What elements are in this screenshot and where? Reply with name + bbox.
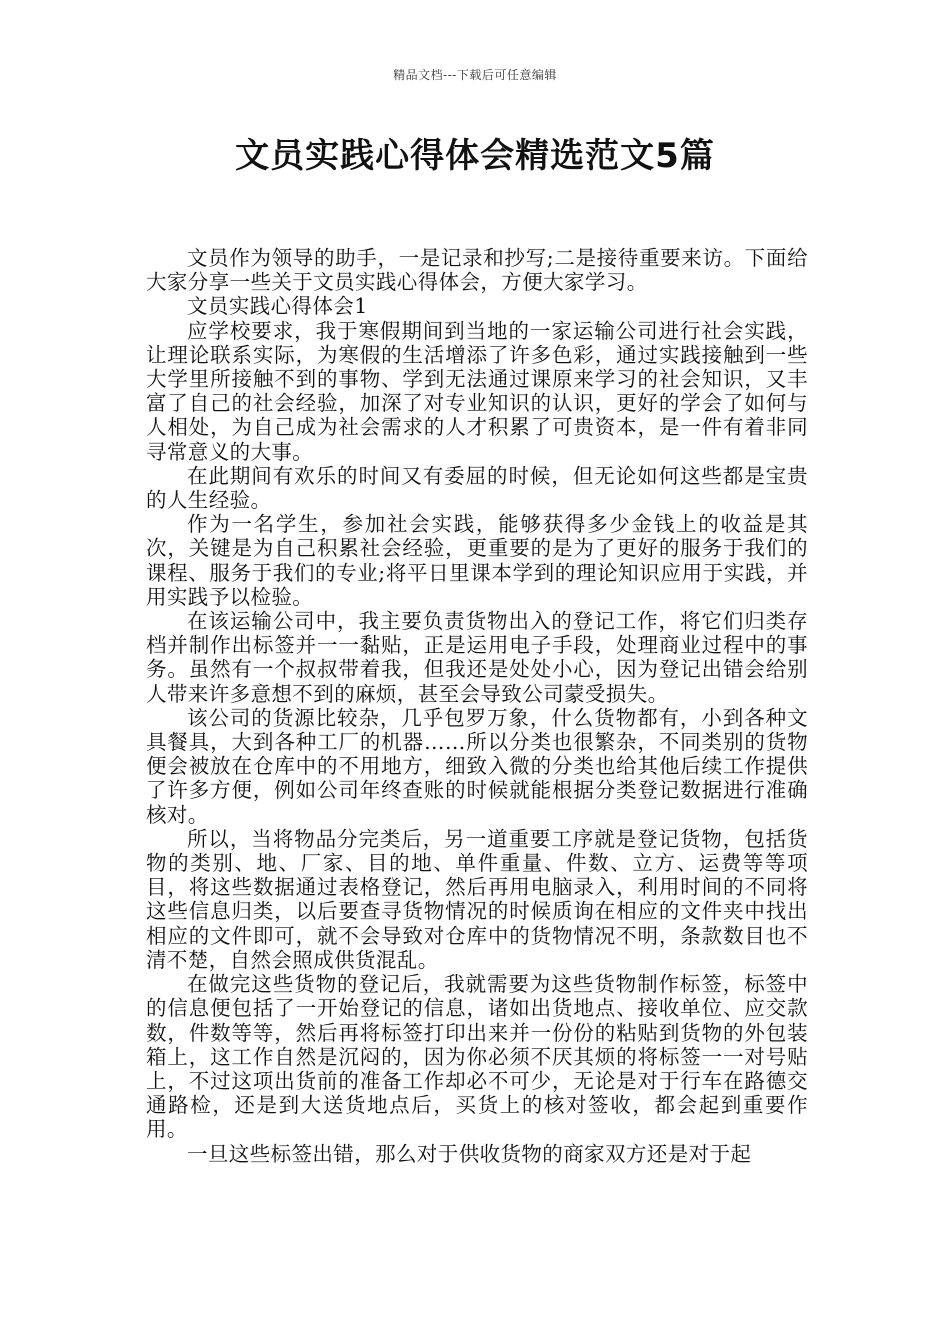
header-note: 精品文档---下载后可任意编辑 [393, 68, 557, 82]
paragraph: 所以，当将物品分完类后，另一道重要工序就是登记货物，包括货物的类别、地、厂家、目的地、单件重量、件数、立方、运费等等项目，将这些数据通过表格登记，然后再用电脑录入，利用时间的不同将这些信息归类，以后要查寻货物情况的时候质询在相应的文件夹中找出相应的文件即可，就不会导致对仓库中的货物情况不明，条款数目也不清不楚，自然会照成供货混乱。 [146, 826, 808, 972]
paragraph: 该公司的货源比较杂，几乎包罗万象，什么货物都有，小到各种文具餐具，大到各种工厂的机器……所以分类也很繁杂，不同类别的货物便会被放在仓库中的不用地方，细致入微的分类也给其他后续工作提供了许多方便，例如公司年终查账的时候就能根据分类登记数据进行准确核对。 [146, 705, 808, 827]
paragraph: 应学校要求，我于寒假期间到当地的一家运输公司进行社会实践，让理论联系实际，为寒假的生活增添了许多色彩，通过实践接触到一些大学里所接触不到的事物、学到无法通过课原来学习的社会知识，又丰富了自己的社会经验，加深了对专业知识的认识，更好的学会了如何与人相处，为自己成为社会需求的人才积累了可贵资本，是一件有着非同寻常意义的大事。 [146, 318, 808, 464]
section-heading: 文员实践心得体会1 [187, 294, 368, 319]
page-title: 文员实践心得体会精选范文5篇 [235, 136, 715, 176]
document-body [146, 246, 808, 1166]
paragraph: 在该运输公司中，我主要负责货物出入的登记工作，将它们归类存档并制作出标签并一一黏贴，正是运用电子手段，处理商业过程中的事务。虽然有一个叔叔带着我，但我还是处处小心，因为登记出错会给别人带来许多意想不到的麻烦，甚至会导致公司蒙受损失。 [146, 609, 808, 706]
paragraph: 在做完这些货物的登记后，我就需要为这些货物制作标签，标签中的信息便包括了一开始登记的信息，诸如出货地点、接收单位、应交款数，件数等等，然后再将标签打印出来并一份份的粘贴到货物的外包装箱上，这工作自然是沉闷的，因为你必须不厌其烦的将标签一一对号贴上，不过这项出货前的准备工作却必不可少，无论是对于行车在路德交通路检，还是到大送货地点后，买货上的核对签收，都会起到重要作用。 [146, 972, 808, 1142]
paragraph: 一旦这些标签出错，那么对于供收货物的商家双方还是对于起 [187, 1141, 752, 1166]
paragraph: 在此期间有欢乐的时间又有委屈的时候，但无论如何这些都是宝贵的人生经验。 [146, 463, 808, 513]
paragraph-intro: 文员作为领导的助手，一是记录和抄写;二是接待重要来访。下面给大家分享一些关于文员实践心得体会，方便大家学习。 [146, 246, 808, 295]
paragraph: 作为一名学生，参加社会实践，能够获得多少金钱上的收益是其次，关键是为自己积累社会经验，更重要的是为了更好的服务于我们的课程、服务于我们的专业;将平日里课本学到的理论知识应用于实践，并用实践予以检验。 [146, 512, 808, 609]
